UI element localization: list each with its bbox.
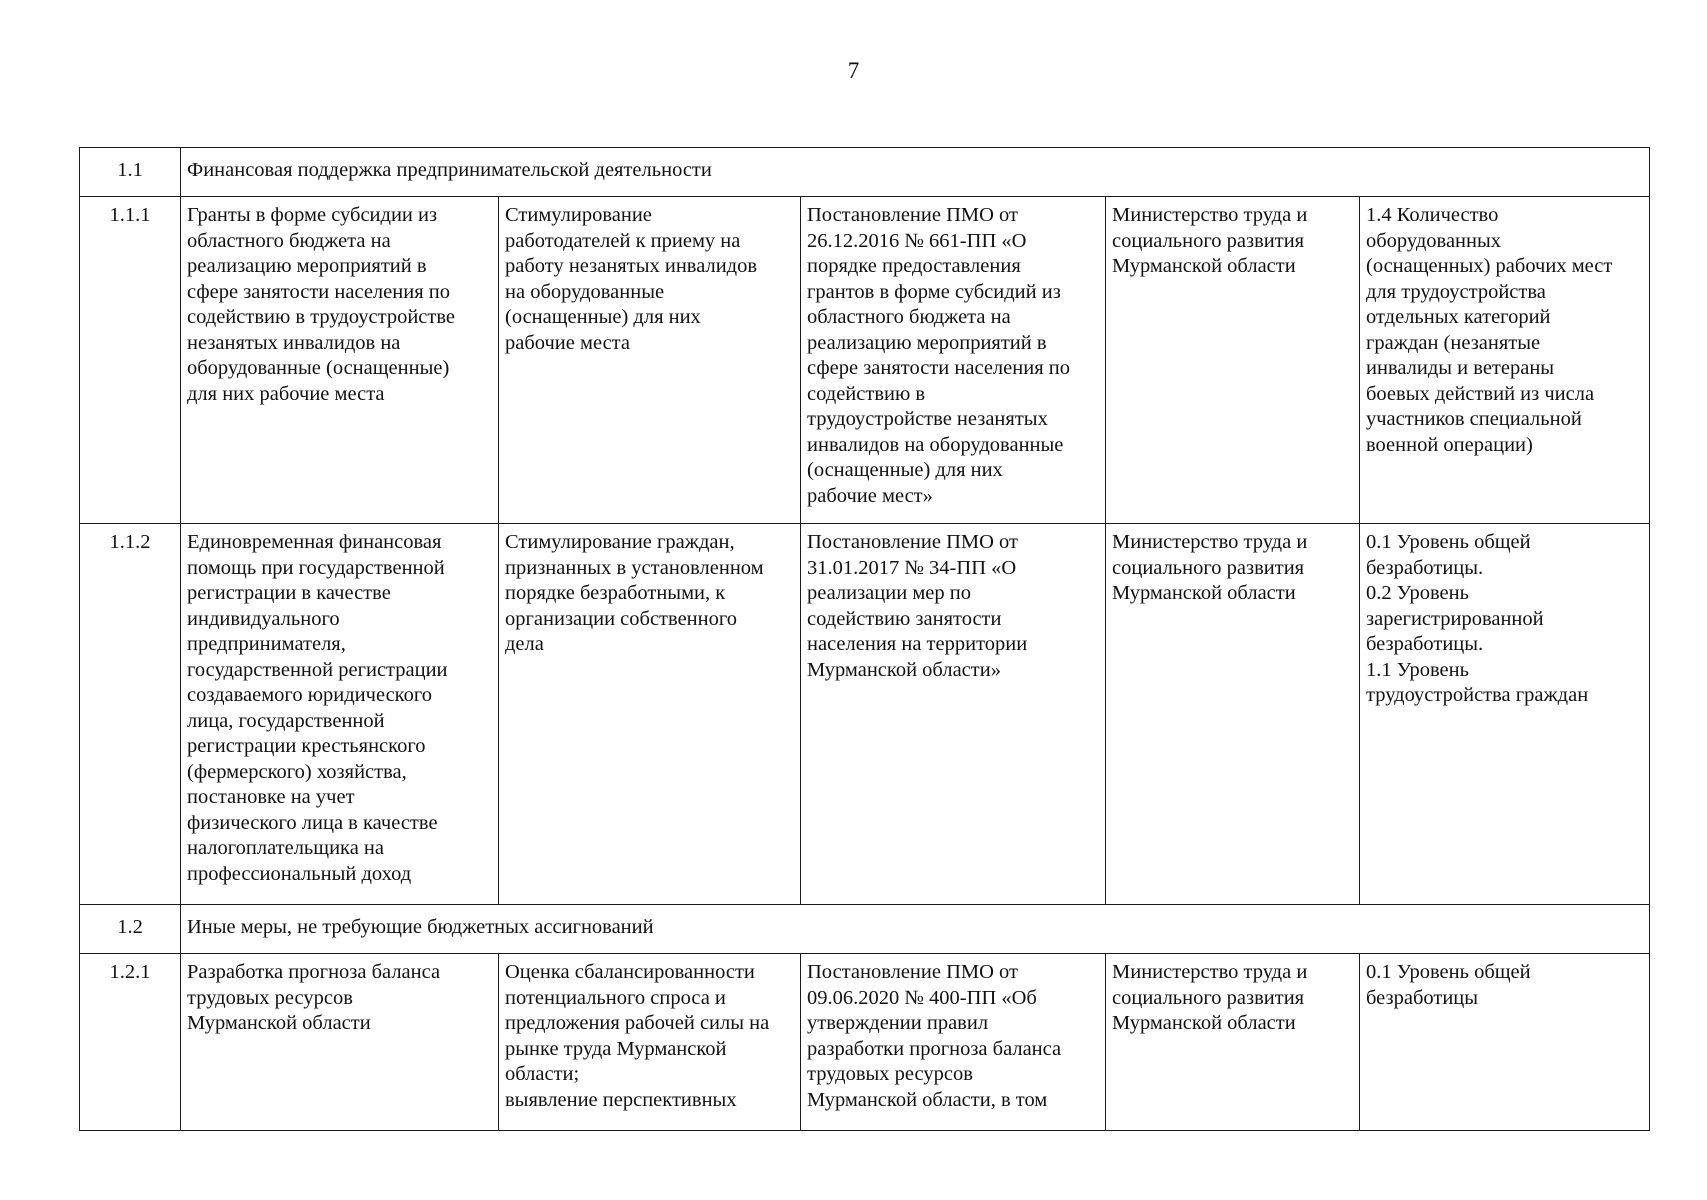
legal-act-cell: Постановление ПМО от 26.12.2016 № 661-ПП «О порядке предоставления грантов в форме субсидий из областного бюджета на реализацию мероприятий в сфере занятости населения по содействию в трудоустройстве незанятых инвалидов на оборудованные (оснащенные) для них рабочие мест» <box>801 197 1106 524</box>
measure-cell: Единовременная финансовая помощь при государственной регистрации в качестве индивидуального предпринимателя, государственной регистрации создаваемого юридического лица, государственной регистрации крестьянского (фермерского) хозяйства, постановке на учет физического лица в качестве налогоплательщика на профессиональный доход <box>181 524 499 905</box>
executor-cell: Министерство труда и социального развития Мурманской области <box>1106 954 1360 1131</box>
table-row <box>80 524 1650 905</box>
goal-cell: Стимулирование работодателей к приему на работу незанятых инвалидов на оборудованные (оснащенные) для них рабочие места <box>499 197 801 524</box>
section-title: Финансовая поддержка предпринимательской деятельности <box>181 148 1650 197</box>
legal-act-cell: Постановление ПМО от 09.06.2020 № 400-ПП «Об утверждении правил разработки прогноза баланса трудовых ресурсов Мурманской области, в том <box>801 954 1106 1131</box>
executor-cell: Министерство труда и социального развития Мурманской области <box>1106 524 1360 905</box>
section-row <box>80 148 1650 197</box>
measure-cell: Разработка прогноза баланса трудовых ресурсов Мурманской области <box>181 954 499 1131</box>
section-title: Иные меры, не требующие бюджетных ассигнований <box>181 905 1650 954</box>
row-number: 1.1.1 <box>80 197 181 524</box>
row-number: 1.2.1 <box>80 954 181 1131</box>
page-number: 7 <box>847 58 860 83</box>
section-number: 1.1 <box>80 148 181 197</box>
indicator-cell: 1.4 Количество оборудованных (оснащенных) рабочих мест для трудоустройства отдельных категорий граждан (незанятые инвалиды и ветераны боевых действий из числа участников специальной военной операции) <box>1360 197 1650 524</box>
indicator-cell: 0.1 Уровень общей безработицы <box>1360 954 1650 1131</box>
indicator-cell: 0.1 Уровень общей безработицы. 0.2 Уровень зарегистрированной безработицы. 1.1 Уровень трудоустройства граждан <box>1360 524 1650 905</box>
goal-cell: Оценка сбалансированности потенциального спроса и предложения рабочей силы на рынке труда Мурманской области; выявление перспективных <box>499 954 801 1131</box>
measure-cell: Гранты в форме субсидии из областного бюджета на реализацию мероприятий в сфере занятости населения по содействию в трудоустройстве незанятых инвалидов на оборудованные (оснащенные) для них рабочие места <box>181 197 499 524</box>
goal-cell: Стимулирование граждан, признанных в установленном порядке безработными, к организации собственного дела <box>499 524 801 905</box>
measures-table <box>79 147 1650 1131</box>
executor-cell: Министерство труда и социального развития Мурманской области <box>1106 197 1360 524</box>
table-row <box>80 954 1650 1131</box>
row-number: 1.1.2 <box>80 524 181 905</box>
legal-act-cell: Постановление ПМО от 31.01.2017 № 34-ПП «О реализации мер по содействию занятости населения на территории Мурманской области» <box>801 524 1106 905</box>
table-row <box>80 197 1650 524</box>
section-number: 1.2 <box>80 905 181 954</box>
section-row <box>80 905 1650 954</box>
